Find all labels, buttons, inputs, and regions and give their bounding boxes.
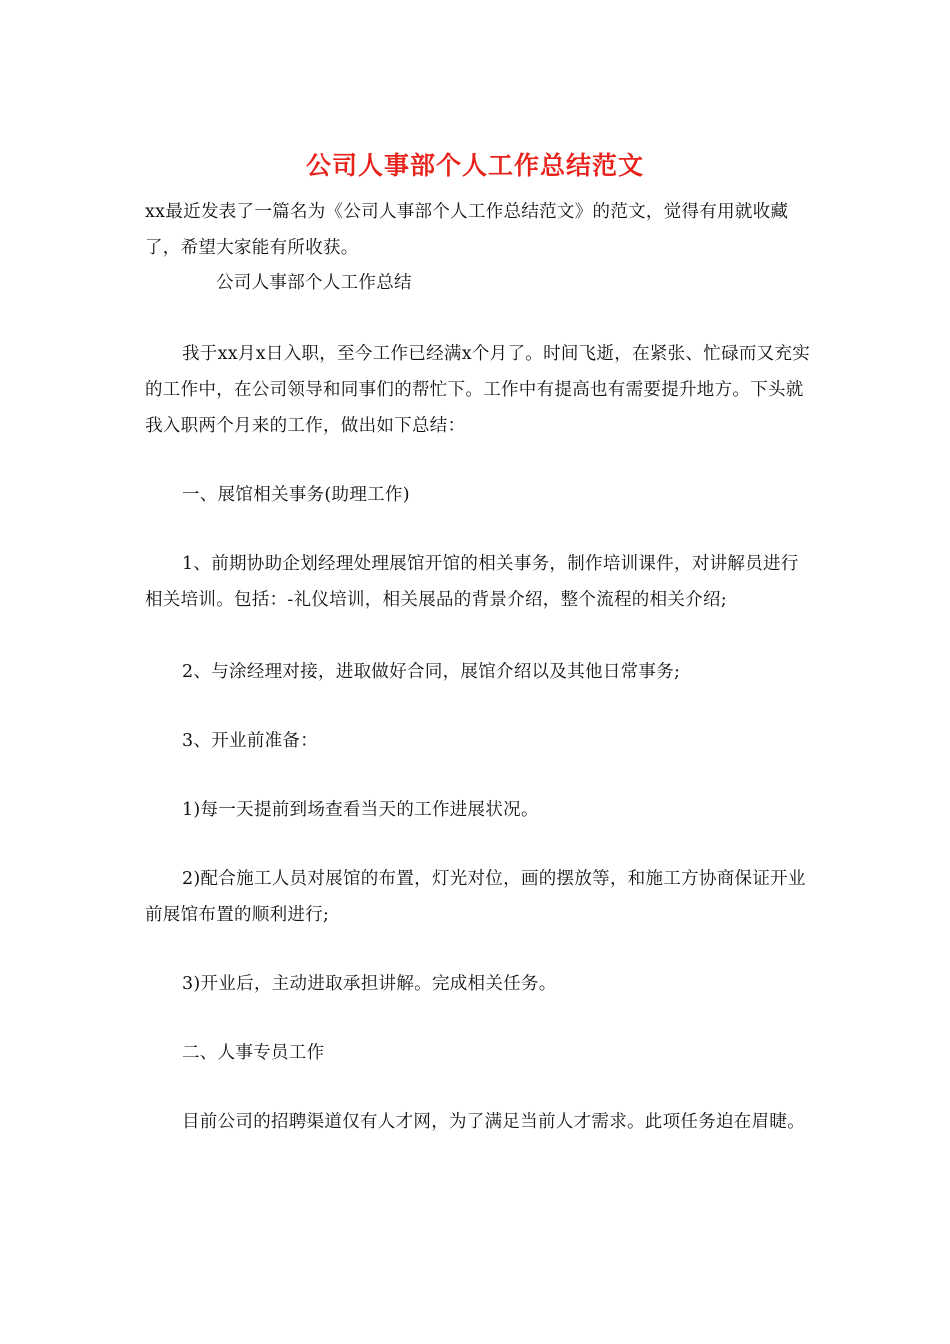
body-paragraph-2: 1、前期协助企划经理处理展馆开馆的相关事务，制作培训课件，对讲解员进行相关培训。包括：-礼仪培训，相关展品的背景介绍，整个流程的相关介绍;: [145, 554, 799, 610]
section-heading-1: 一、展馆相关事务(助理工作): [182, 485, 410, 505]
intro-paragraph: xx最近发表了一篇名为《公司人事部个人工作总结范文》的范文，觉得有用就收藏了，希望大家能有所收获。: [145, 202, 789, 258]
body-paragraph-5: 1)每一天提前到场查看当天的工作进展状况。: [182, 800, 539, 820]
document-title: 公司人事部个人工作总结范文: [305, 151, 644, 180]
body-paragraph-4: 3、开业前准备：: [182, 731, 319, 751]
body-paragraph-7: 3)开业后，主动进取承担讲解。完成相关任务。: [182, 974, 557, 994]
body-paragraph-1: 我于xx月x日入职，至今工作已经满x个月了。时间飞逝，在紧张、忙碌而又充实的工作中，在公司领导和同事们的帮忙下。工作中有提高也有需要提升地方。下头就我入职两个月来的工作，做出如下总结：: [145, 344, 811, 436]
body-paragraph-8: 目前公司的招聘渠道仅有人才网，为了满足当前人才需求。此项任务迫在眉睫。: [182, 1112, 805, 1132]
body-paragraph-3: 2、与涂经理对接，进取做好合同，展馆介绍以及其他日常事务;: [182, 662, 681, 682]
body-paragraph-6: 2)配合施工人员对展馆的布置，灯光对位，画的摆放等，和施工方协商保证开业前展馆布置的顺利进行;: [145, 869, 806, 925]
document-subtitle: 公司人事部个人工作总结: [216, 273, 412, 293]
section-heading-2: 二、人事专员工作: [182, 1043, 325, 1063]
